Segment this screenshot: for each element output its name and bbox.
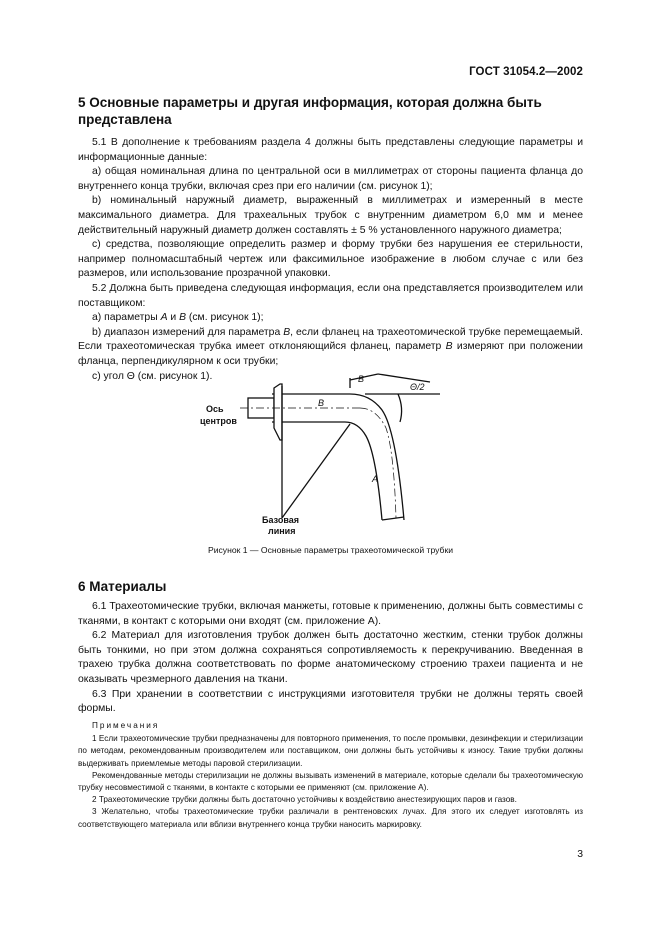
text-run: и <box>167 312 180 324</box>
paragraph-5-1: 5.1 В дополнение к требованиям раздела 4 должны быть представлены следующие параметры и информационные данные: <box>78 137 583 163</box>
label-axis-1: Ось <box>206 404 224 414</box>
page-number: 3 <box>577 849 583 860</box>
param-b: B <box>179 312 187 324</box>
standard-number: ГОСТ 31054.2—2002 <box>469 66 583 78</box>
paragraph-5-1-c: с) средства, позволяющие определить размер и форму трубки без нарушения ее стерильности, например полномасштабный чертеж или факсимильное изображение в любом случае с или без размеров, или использование прозрачной упаковки. <box>78 239 583 280</box>
tube-stem-lower <box>272 422 382 520</box>
label-b-top: B <box>358 374 365 384</box>
label-b-inner: B <box>318 398 325 408</box>
note-1b: Рекомендованные методы стерилизации не должны вызывать изменений в материале, которые сделали бы трахеотомическую трубку несовместимой с тканями, в контакте с которыми ее применяют (см. приложение А). <box>78 770 583 793</box>
center-axis-curve <box>360 408 396 518</box>
label-base-2: линия <box>268 526 296 536</box>
paragraph-5-2-a <box>78 311 583 326</box>
notes-block <box>78 720 583 831</box>
paragraph-5-1-b: b) номинальный наружный диаметр, выраженный в миллиметрах и измеренный в месте максимального диаметра. Для трахеальных трубок с внутренним диаметром 6,0 мм и менее действительный наружный диаметр должен составлять ± 5 % установленного наружного диаметра; <box>78 195 583 236</box>
note-1: 1 Если трахеотомические трубки предназначены для повторного применения, то после промывки, дезинфекции и стерилизации по методам, рекомендованным производителем или поставщиком, они должны быть устойчивы к износу. Такие трубки должны выдерживать приемлемые методы паровой стерилизации. <box>78 734 583 768</box>
paragraph-6-1: 6.1 Трахеотомические трубки, включая манжеты, готовые к применению, должны быть совместимы с тканями, в контакт с которыми они входят (см. приложение А). <box>78 601 583 627</box>
text-run: b) диапазон измерений для параметра <box>92 326 284 338</box>
paragraph-6-3: 6.3 При хранении в соответствии с инструкциями изготовителя трубки не должны терять своей формы. <box>78 688 583 715</box>
label-base-1: Базовая <box>262 515 300 525</box>
note-3: 3 Желательно, чтобы трахеотомические трубки различали в рентгеновских лучах. Для этого их следует изготовлять из соответствующего материала или вблизи внутреннего конца трубки наносить маркировку. <box>78 807 583 829</box>
section-6-body <box>78 600 583 717</box>
label-axis-2: центров <box>200 416 237 426</box>
param-b: B <box>445 341 453 353</box>
label-theta: Θ/2 <box>410 382 425 392</box>
dimension-theta-arc <box>398 394 402 422</box>
notes-heading: Примечания <box>92 721 160 730</box>
text-run: , если фланец на трахеотомической трубке перемещаемый. Если трахеотомическая трубка имеет отклоняющийся фланец, параметр <box>78 326 583 353</box>
section-5-body <box>78 136 583 384</box>
dimension-theta-line <box>378 374 430 382</box>
paragraph-5-2-b <box>78 326 583 370</box>
note-2: 2 Трахеотомические трубки должны быть достаточно устойчивы к воздействию анестезирующих паров и газов. <box>92 795 517 805</box>
figure-1-diagram <box>200 368 460 540</box>
text-run: а) параметры <box>92 312 161 324</box>
tube-stem <box>272 394 404 520</box>
text-run: измеряют при положении фланца, перпендикулярном к оси трубки; <box>78 341 583 367</box>
param-b: B <box>283 326 291 338</box>
figure-caption: Рисунок 1 — Основные параметры трахеотомической трубки <box>207 545 454 555</box>
paragraph-5-1-a: а) общая номинальная длина по центральной оси в миллиметрах от стороны пациента фланца до внутреннего конца трубки, включая срез при его наличии (см. рисунок 1); <box>78 166 583 192</box>
param-a: A <box>160 312 168 324</box>
flange <box>274 384 282 440</box>
tube-end <box>382 517 404 520</box>
paragraph-5-2: 5.2 Должна быть приведена следующая информация, если она представляется производителем или поставщиком: <box>78 282 583 309</box>
paragraph-6-2: 6.2 Материал для изготовления трубок должен быть достаточно жестким, стенки трубок должны быть тонкими, но при этом должна сохраняться сопротивляемость к перекручиванию. Введенная в трахею трубка должна соответствовать по форме анатомическому строению трахеи пациента и не оказывать чрезмерного давления на ткани. <box>78 630 583 685</box>
section-6-heading: 6 Материалы <box>78 579 167 594</box>
section-5-heading: 5 Основные параметры и другая информация, которая должна быть представлена <box>78 95 542 127</box>
baseline-diagonal <box>282 424 350 518</box>
label-a: A <box>372 474 379 484</box>
paragraph-5-2-c: с) угол Θ (см. рисунок 1). <box>92 370 213 382</box>
text-run: (см. рисунок 1); <box>186 312 264 324</box>
